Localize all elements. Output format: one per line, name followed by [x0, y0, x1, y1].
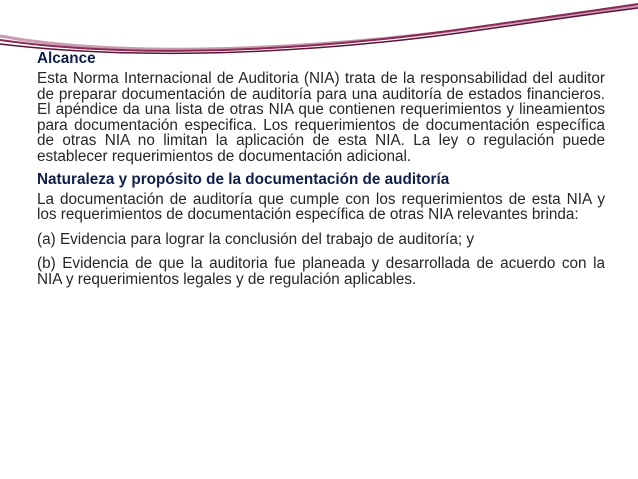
band-light-stroke — [0, 6, 638, 49]
section-heading-naturaleza: Naturaleza y propósito de la documentación de auditoría — [37, 170, 450, 188]
section-heading-alcance: Alcance — [37, 50, 96, 67]
alcance-paragraph: Esta Norma Internacional de Auditoria (NIA) trata de la responsabilidad del auditor de preparar documentación de auditoría para una auditoría de estados financieros. El apéndice da una lista de otras NIA que contienen requerimientos y lineamientos para documentación especifica. Los requerimientos de documentación específica de otras NIA no limitan la aplicación de esta NIA. La ley o regulación puede establecer requerimientos de documentación adicional. — [37, 70, 605, 165]
naturaleza-intro-paragraph: La documentación de auditoría que cumple con los requerimientos de esta NIA y los requerimientos de documentación específica de otras NIA relevantes brinda: — [37, 190, 605, 224]
slide-content — [37, 50, 605, 288]
list-item-b: (b) Evidencia de que la auditoria fue planeada y desarrollada de acuerdo con la NIA y requerimientos legales y de regulación aplicables. — [37, 255, 605, 288]
list-item-a: (a) Evidencia para lograr la conclusión del trabajo de auditoría; y — [37, 230, 475, 248]
